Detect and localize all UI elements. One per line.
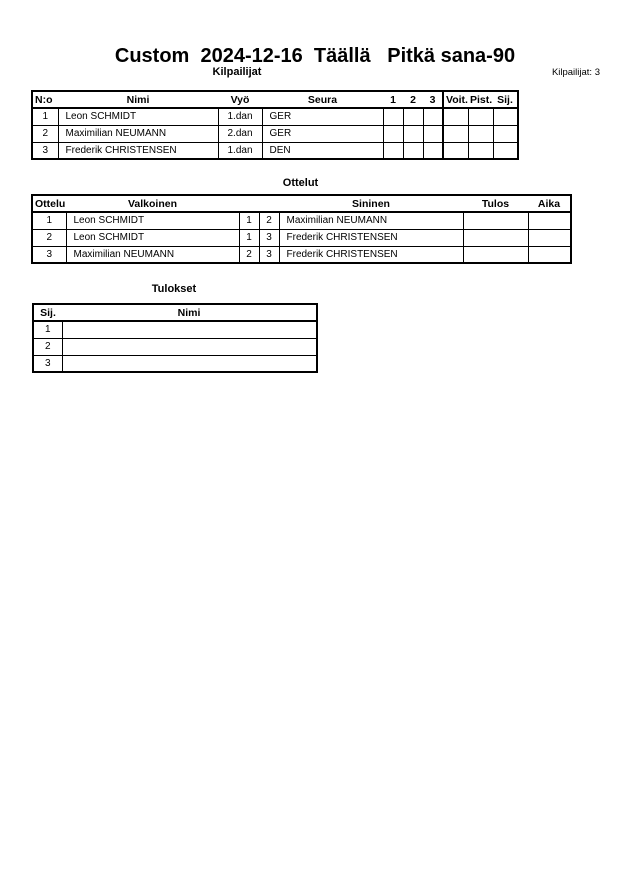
cell-club: DEN (262, 142, 383, 159)
cell-place: 3 (33, 355, 62, 372)
cell-wins (443, 125, 468, 142)
cell-blue-no: 3 (259, 229, 279, 246)
cell-result (463, 246, 528, 263)
col-header-place: Sij. (33, 304, 62, 321)
cell-blue-name: Maximilian NEUMANN (279, 212, 463, 229)
competitor-row (32, 125, 518, 142)
match-row (32, 212, 571, 229)
col-header-round1: 1 (383, 91, 403, 108)
col-header-club: Seura (262, 91, 383, 108)
col-header-result: Tulos (463, 195, 528, 212)
matches-header-row (32, 195, 571, 212)
cell-match-no: 1 (32, 212, 66, 229)
cell-blue-no: 3 (259, 246, 279, 263)
cell-white-no: 1 (239, 229, 259, 246)
cell-result (463, 229, 528, 246)
cell-round1 (383, 125, 403, 142)
col-header-name: Nimi (62, 304, 317, 321)
cell-wins (443, 142, 468, 159)
cell-round3 (423, 142, 443, 159)
cell-place (493, 108, 518, 125)
cell-white-name: Maximilian NEUMANN (66, 246, 239, 263)
matches-table (31, 194, 572, 264)
page-title: Custom 2024-12-16 Täällä Pitkä sana-90 (114, 45, 516, 67)
results-header-row (33, 304, 317, 321)
cell-round1 (383, 142, 403, 159)
result-row (33, 321, 317, 338)
cell-match-no: 2 (32, 229, 66, 246)
cell-belt: 2.dan (218, 125, 262, 142)
cell-belt: 1.dan (218, 108, 262, 125)
cell-white-name: Leon SCHMIDT (66, 229, 239, 246)
cell-white-name: Leon SCHMIDT (66, 212, 239, 229)
cell-round2 (403, 125, 423, 142)
cell-name: Frederik CHRISTENSEN (58, 142, 218, 159)
cell-name (62, 321, 317, 338)
cell-wins (443, 108, 468, 125)
col-header-white: Valkoinen (66, 195, 239, 212)
cell-place (493, 125, 518, 142)
cell-place (493, 142, 518, 159)
cell-blue-name: Frederik CHRISTENSEN (279, 246, 463, 263)
cell-no: 2 (32, 125, 58, 142)
cell-blue-no: 2 (259, 212, 279, 229)
result-row (33, 338, 317, 355)
result-row (33, 355, 317, 372)
cell-round1 (383, 108, 403, 125)
cell-name: Maximilian NEUMANN (58, 125, 218, 142)
cell-white-no: 1 (239, 212, 259, 229)
cell-no: 3 (32, 142, 58, 159)
cell-points (468, 142, 493, 159)
cell-time (528, 212, 571, 229)
col-header-wins: Voit. (443, 91, 468, 108)
cell-club: GER (262, 108, 383, 125)
col-header-belt: Vyö (218, 91, 262, 108)
col-header-no: N:o (32, 91, 58, 108)
cell-time (528, 229, 571, 246)
cell-place: 1 (33, 321, 62, 338)
col-header-round3: 3 (423, 91, 443, 108)
cell-name: Leon SCHMIDT (58, 108, 218, 125)
competitors-section-label: Kilpailijat (212, 66, 262, 78)
cell-time (528, 246, 571, 263)
cell-points (468, 125, 493, 142)
competitors-header-row (32, 91, 518, 108)
results-section-title: Tulokset (151, 283, 197, 295)
cell-white-no: 2 (239, 246, 259, 263)
results-table (32, 303, 318, 373)
match-row (32, 229, 571, 246)
competitor-row (32, 108, 518, 125)
cell-name (62, 338, 317, 355)
col-header-time: Aika (528, 195, 571, 212)
col-header-match: Ottelu (32, 195, 66, 212)
cell-name (62, 355, 317, 372)
cell-place: 2 (33, 338, 62, 355)
cell-blue-name: Frederik CHRISTENSEN (279, 229, 463, 246)
col-header-place: Sij. (493, 91, 518, 108)
matches-section-title: Ottelut (282, 177, 319, 189)
competitor-row (32, 142, 518, 159)
cell-belt: 1.dan (218, 142, 262, 159)
cell-points (468, 108, 493, 125)
cell-match-no: 3 (32, 246, 66, 263)
cell-round2 (403, 142, 423, 159)
competitors-table (31, 90, 519, 160)
cell-no: 1 (32, 108, 58, 125)
col-header-round2: 2 (403, 91, 423, 108)
col-header-points: Pist. (468, 91, 493, 108)
col-header-numbers (239, 195, 279, 212)
cell-round3 (423, 125, 443, 142)
col-header-name: Nimi (58, 91, 218, 108)
col-header-blue: Sininen (279, 195, 463, 212)
competitors-count: Kilpailijat: 3 (551, 67, 600, 78)
cell-round3 (423, 108, 443, 125)
match-row (32, 246, 571, 263)
cell-round2 (403, 108, 423, 125)
cell-result (463, 212, 528, 229)
cell-club: GER (262, 125, 383, 142)
